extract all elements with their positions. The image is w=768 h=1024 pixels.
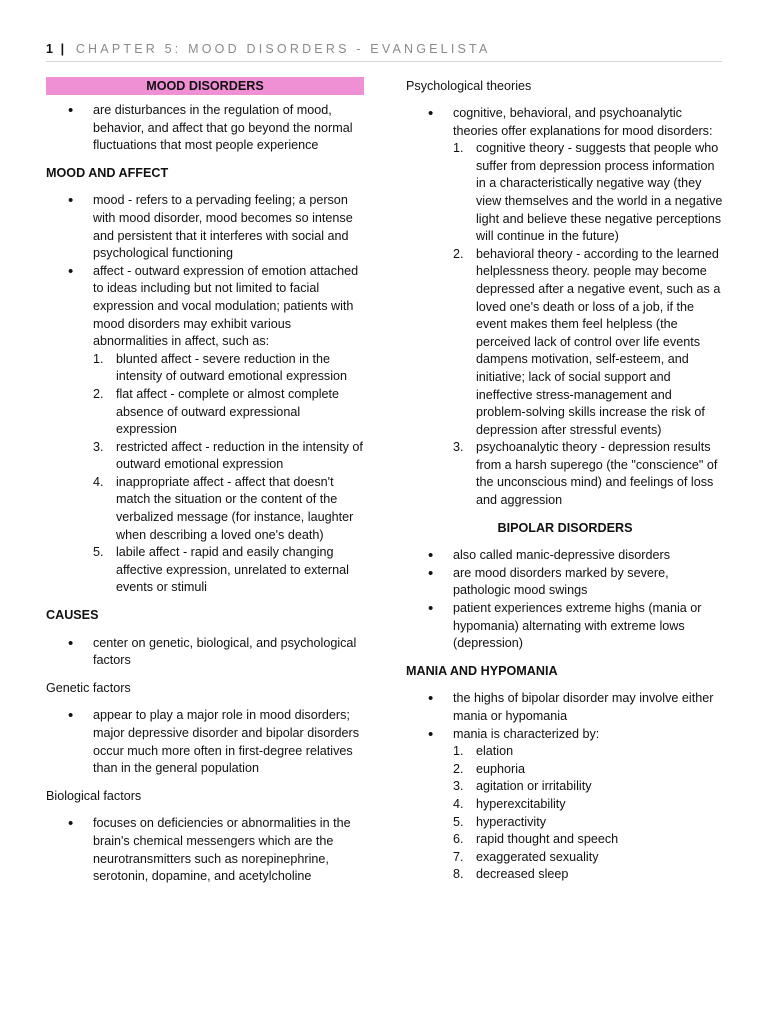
numbered-item: 7. exaggerated sexuality xyxy=(453,849,599,864)
mania-bullet: mania is characterized by: xyxy=(453,726,600,741)
left-column xyxy=(46,77,364,886)
biological-list xyxy=(46,815,364,885)
list-item: • center on genetic, biological, and psychological factors xyxy=(46,635,364,670)
mood-disorders-banner: MOOD DISORDERS xyxy=(46,77,364,95)
numbered-item: 1. blunted affect - severe reduction in the intensity of outward emotional expression xyxy=(93,351,348,384)
mood-affect-list xyxy=(46,192,364,597)
list-item: • focuses on deficiencies or abnormalities in the brain's chemical messengers which are the neurotransmitters such as norepinephrine, serotonin, dopamine, and acetylcholine xyxy=(46,815,364,885)
bipolar-heading: BIPOLAR DISORDERS xyxy=(497,520,633,535)
genetic-list xyxy=(46,707,364,777)
list-item xyxy=(406,726,724,884)
list-item: • are disturbances in the regulation of mood, behavior, and affect that go beyond the normal fluctuations that most people experience xyxy=(46,102,364,155)
numbered-item: 6. rapid thought and speech xyxy=(453,832,619,847)
right-column xyxy=(406,77,724,884)
causes-heading: CAUSES xyxy=(46,608,99,623)
mood-affect-heading: MOOD AND AFFECT xyxy=(46,165,169,180)
numbered-item: 2. flat affect - complete or almost complete absence of outward expressional expression xyxy=(93,386,340,437)
biological-heading: Biological factors xyxy=(46,788,142,803)
affect-types-list xyxy=(93,351,364,597)
list-item: • appear to play a major role in mood disorders; major depressive disorder and bipolar disorders occur much more often in first-degree relatives than in the general population xyxy=(46,707,364,777)
list-item xyxy=(46,192,364,262)
genetic-heading: Genetic factors xyxy=(46,680,131,695)
numbered-item: 1. cognitive theory - suggests that people who suffer from depression process information in a characteristically negative way (they view themselves and the world in a negative light and believe these negative perceptions will continue in the future) xyxy=(453,141,723,244)
causes-list xyxy=(46,635,364,670)
bullet-affect: affect - outward expression of emotion attached to ideas including but not limited to facial expression and vocal modulation; patients with mood disorders may exhibit various abnormalities in affect, such as: xyxy=(93,263,359,349)
mania-list xyxy=(406,690,724,884)
bipolar-list xyxy=(406,547,724,653)
chapter-title: CHAPTER 5: MOOD DISORDERS - EVANGELISTA xyxy=(75,42,491,56)
bullet-mood: mood - refers to a pervading feeling; a person with mood disorder, mood becomes so intense and persistent that it interferes with social and psychological functioning xyxy=(93,193,353,261)
list-item: • the highs of bipolar disorder may involve either mania or hypomania xyxy=(406,690,724,725)
psychological-heading: Psychological theories xyxy=(406,79,532,93)
numbered-item: 3. agitation or irritability xyxy=(453,779,592,794)
numbered-item: 5. hyperactivity xyxy=(453,814,546,829)
numbered-item: 2. euphoria xyxy=(453,761,526,776)
mania-heading: MANIA AND HYPOMANIA xyxy=(406,663,558,678)
numbered-item: 1. elation xyxy=(453,744,514,759)
numbered-item: 3. restricted affect - reduction in the intensity of outward emotional expression xyxy=(93,439,363,472)
numbered-item: 4. inappropriate affect - affect that doesn't match the situation or the content of the verbalized message (for instance, laughter when describing a loved one's death) xyxy=(93,474,354,542)
numbered-item: 4. hyperexcitability xyxy=(453,796,566,811)
header-rule xyxy=(46,61,722,62)
page-header xyxy=(46,42,722,56)
page-number: 1 xyxy=(46,42,54,56)
list-item xyxy=(406,105,724,510)
psychological-bullet: cognitive, behavioral, and psychoanalytic theories offer explanations for mood disorders: xyxy=(453,106,713,138)
list-item: • are mood disorders marked by severe, pathologic mood swings xyxy=(406,565,724,600)
list-item xyxy=(46,263,364,597)
list-item: • also called manic-depressive disorders xyxy=(406,547,724,565)
numbered-item: 8. decreased sleep xyxy=(453,867,569,882)
theories-list xyxy=(453,140,724,509)
numbered-item: 2. behavioral theory - according to the learned helplessness theory. people may become depressed after a negative event, such as a loved one's death or loss of a job, if the event makes them feel helpless (the perceived lack of control over life events dampens motivation, self-esteem, and initiative; lack of social support and ineffective stress-management and problem-solving skills increase the risk of depression after stressful events) xyxy=(453,246,721,437)
intro-list xyxy=(46,102,364,155)
numbered-item: 3. psychoanalytic theory - depression results from a harsh superego (the "conscience" of the unconscious mind) and feelings of loss and aggression xyxy=(453,440,718,508)
list-item: • patient experiences extreme highs (mania or hypomania) alternating with extreme lows (depression) xyxy=(406,600,724,653)
psychological-list xyxy=(406,105,724,510)
header-separator: | xyxy=(60,42,66,56)
mania-traits-list xyxy=(453,743,724,884)
numbered-item: 5. labile affect - rapid and easily changing affective expression, unrelated to external events or stimuli xyxy=(93,545,349,595)
